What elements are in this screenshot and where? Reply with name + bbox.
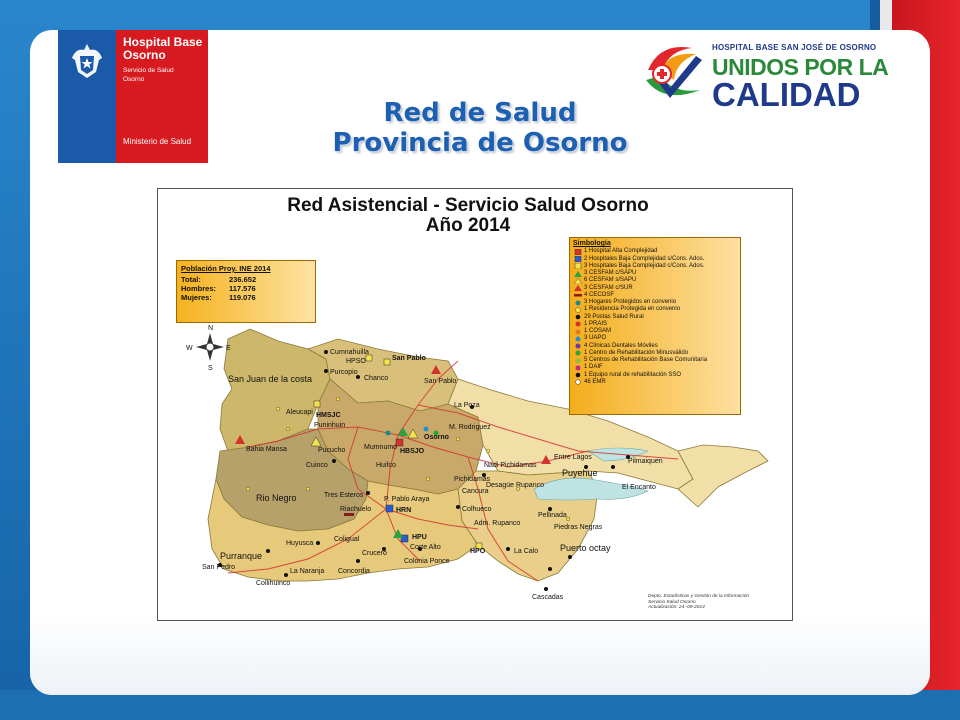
red-dot-icon: [573, 321, 582, 327]
legend-item-label: 29 Postas Salud Rural: [584, 313, 644, 320]
map-credit: [648, 594, 788, 611]
place-label: Pellinada: [538, 512, 567, 519]
place-label: Colonia Ponce: [404, 558, 450, 565]
legend-item: [573, 350, 737, 357]
yellow-square-icon: [573, 263, 582, 269]
place-label: Purranque: [220, 551, 263, 561]
legend-item: [573, 285, 737, 292]
population-label: Mujeres:: [181, 293, 212, 302]
legend-item-label: 1 PRAIS: [584, 320, 608, 327]
legend-item-label: 1 COSAM: [584, 328, 612, 334]
brand-line-1: UNIDOS POR LA: [712, 54, 889, 80]
legend-item: [573, 335, 737, 342]
red-triangle-icon: [573, 285, 582, 291]
place-label: Nadi Pichidamas: [484, 462, 537, 469]
legend-item: [573, 263, 737, 270]
slide-shade: [30, 615, 930, 695]
place-label: HPU: [412, 534, 427, 541]
legend-item-label: 1 Hospital Alta Complejidad: [584, 248, 658, 255]
population-row: [181, 275, 315, 284]
place-label: Corte Alto: [410, 544, 441, 551]
place-label: Huyusca: [286, 540, 314, 547]
legend-item: [573, 314, 737, 321]
legend-item: [573, 256, 737, 263]
yellow-dot-icon: [573, 307, 582, 313]
legend-item-label: 6 CESFAM s/SAPU: [584, 277, 637, 284]
place-label: San Juan de la costa: [228, 374, 313, 384]
chile-crest-icon: [66, 40, 108, 82]
place-label: Rio Negro: [256, 493, 297, 503]
slide-title-line-2: Provincia de Osorno: [332, 128, 628, 158]
place-label: Chanco: [364, 375, 389, 382]
compass-s: S: [208, 365, 213, 372]
place-label: HMSJC: [316, 412, 341, 419]
black-dot-icon: [573, 314, 582, 320]
hospital-name: Hospital Base Osorno: [123, 35, 203, 62]
place-label: Cascadas: [532, 594, 564, 601]
map-title: [218, 196, 718, 236]
magenta-dot-icon: [573, 365, 582, 371]
place-label: Tres Esteros: [324, 492, 364, 499]
place-label: Pichidamas: [454, 476, 491, 483]
legend-item: [573, 299, 737, 306]
place-label: HRN: [396, 507, 412, 514]
legend-item-label: 5 Centros de Rehabilitación Base Comunitaria: [584, 357, 708, 363]
place-label: La Naranja: [290, 568, 325, 575]
place-label: San Pablo: [424, 378, 457, 385]
population-value: 119.076: [229, 293, 256, 302]
dark-red-bar-icon: [573, 292, 582, 298]
place-label: Huifco: [376, 462, 396, 469]
legend-item-label: 1 Residencia Protegida en convenio: [584, 306, 681, 313]
place-label: HPSO: [346, 358, 366, 365]
place-label: La Calo: [514, 548, 539, 555]
place-label: Bahia Mansa: [246, 446, 287, 453]
red-square-icon: [573, 249, 582, 255]
place-label: Colhueco: [462, 506, 492, 513]
legend-item: [573, 292, 737, 299]
place-label: Cumnahuilla: [330, 349, 369, 356]
black-dot-icon: [573, 372, 582, 378]
green-triangle-icon: [573, 271, 582, 277]
place-label: La Poza: [454, 402, 480, 409]
legend-item: [573, 321, 737, 328]
population-label: Hombres:: [181, 284, 217, 293]
map-legend: [569, 237, 741, 415]
compass-n: N: [208, 325, 214, 332]
place-label: Pilmaiquen: [628, 458, 663, 465]
government-logo: [58, 30, 208, 163]
place-label: Adm. Rupanco: [474, 520, 521, 527]
green-dot-icon: [573, 350, 582, 356]
brand-line-2: CALIDAD: [712, 76, 861, 113]
place-label: Desagüe Rupanco: [486, 482, 544, 489]
credit-line: Depto. Estadísticas y Gestión de la Información: [648, 594, 750, 599]
population-row: [181, 293, 315, 302]
slide-title-line-1: Red de Salud: [383, 98, 577, 128]
legend-item: [573, 357, 737, 364]
brand-hospital-line: HOSPITAL BASE SAN JOSÉ DE OSORNO: [712, 43, 877, 52]
service-line-2: Osorno: [123, 76, 145, 83]
health-network-map: [157, 188, 793, 621]
yellow-triangle-icon: [573, 278, 582, 284]
compass-e: E: [226, 345, 231, 352]
legend-item: [573, 343, 737, 350]
service-name: [123, 66, 174, 84]
place-label: M. Rodriguez: [449, 424, 491, 431]
place-label: El Encanto: [622, 484, 656, 491]
orange-dot-icon: [573, 329, 582, 335]
legend-item: [573, 270, 737, 277]
credit-line: Servicio Salud Osorno: [648, 599, 696, 605]
compass-w: W: [186, 345, 193, 352]
place-label: San Pablo: [392, 355, 426, 362]
legend-item: [573, 379, 737, 386]
population-row: [181, 284, 315, 293]
place-label: Entre Lagos: [554, 454, 592, 461]
legend-item: [573, 277, 737, 284]
service-line-1: Servicio de Salud: [123, 67, 174, 74]
map-title-line-2: Año 2014: [425, 215, 511, 236]
place-label: P. Pablo Araya: [384, 496, 430, 503]
ministry-name: Ministerio de Salud: [123, 137, 192, 146]
place-label: Riachuelo: [340, 506, 372, 513]
population-label: Total:: [181, 275, 201, 284]
legend-item: [573, 328, 737, 335]
legend-item-label: 3 Hospitales Baja Complejidad c/Cons. Ados.: [584, 262, 705, 269]
place-label: HPO: [470, 548, 486, 555]
legend-item-label: 2 Hospitales Baja Complejidad s/Cons. Ados.: [584, 255, 705, 262]
place-label: Puyehue: [562, 468, 598, 478]
logo-red-panel: [116, 30, 208, 163]
white-dot-icon: [573, 379, 582, 385]
legend-item: [573, 248, 737, 255]
place-label: Puerto octay: [560, 543, 611, 553]
blue-dot-icon: [573, 336, 582, 342]
place-label: Osorno: [424, 434, 449, 441]
legend-item-label: 1 Centro de Rehabilitación Minusválido: [584, 349, 689, 356]
legend-item-label: 1 DAIF: [584, 364, 603, 371]
place-label: Aleucapi: [286, 409, 313, 416]
legend-item-label: 3 UAPO: [584, 335, 607, 342]
legend-item-label: 4 Clínicas Dentales Móviles: [584, 342, 658, 349]
legend-item-label: 46 EMR: [584, 378, 606, 385]
place-label: Concordia: [338, 568, 370, 575]
lime-dot-icon: [573, 358, 582, 364]
place-label: Collihuinco: [256, 580, 291, 587]
legend-item-label: 3 CESFAM c/SUR: [584, 284, 633, 291]
legend-heading: Simbología: [573, 240, 611, 247]
population-value: 236.652: [229, 275, 257, 284]
population-heading: Población Proy. INE 2014: [181, 264, 271, 273]
legend-item-label: 1 Equipo rural de rehabilitación SSO: [584, 371, 682, 378]
place-label: Pucucho: [318, 447, 346, 454]
region-cordillera: [678, 445, 768, 507]
blue-square-icon: [573, 256, 582, 262]
logo-blue-panel: [58, 30, 116, 163]
legend-item: [573, 306, 737, 313]
place-label: Coligual: [334, 536, 360, 543]
place-label: Puninhuin: [314, 422, 346, 429]
population-box: [176, 260, 316, 323]
purple-dot-icon: [573, 343, 582, 349]
place-label: Crucero: [362, 550, 387, 557]
legend-item-label: 3 Hogares Protegidos en convenio: [584, 299, 677, 305]
credit-line: Actualización: 24 -09-2014: [648, 605, 705, 610]
legend-item-label: 3 CESFAM c/SAPU: [584, 270, 637, 276]
place-label: Piedras Negras: [554, 524, 603, 531]
legend-item-label: 4 CECOSF: [584, 291, 615, 298]
place-label: HBSJO: [400, 448, 425, 455]
map-title-line-1: Red Asistencial - Servicio Salud Osorno: [287, 195, 649, 216]
teal-dot-icon: [573, 300, 582, 306]
legend-list: [573, 248, 737, 386]
place-label: San Pedro: [202, 564, 236, 571]
legend-item: [573, 364, 737, 371]
place-label: Mumnumo: [364, 444, 398, 451]
place-label: Cuinco: [306, 462, 328, 469]
population-value: 117.576: [229, 284, 256, 293]
legend-item: [573, 372, 737, 379]
place-label: Purcopio: [330, 369, 358, 376]
place-label: Cancura: [462, 488, 489, 495]
slide-title: [200, 98, 760, 158]
